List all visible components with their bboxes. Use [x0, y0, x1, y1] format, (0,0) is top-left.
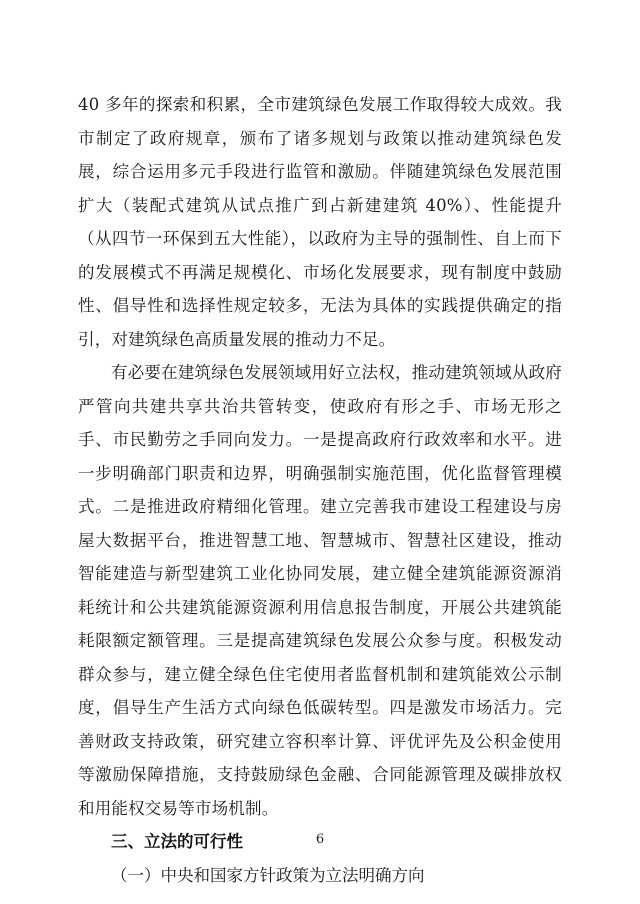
- page-number: 6: [315, 832, 325, 847]
- section-heading-3: 三、立法的可行性: [111, 832, 243, 851]
- page-content: [78, 88, 562, 892]
- body-paragraph-2: 有必要在建筑绿色发展领域用好立法权，推动建筑领域从政府严管向共建共享共治共管转变，使政府有形之手、市场无形之手、市民勤劳之手同向发力。一是提高政府行政效率和水平。进一步明确部门职责和边界，明确强制实施范围，优化监督管理模式。二是推进政府精细化管理。建立完善我市建设工程建设与房屋大数据平台，推进智慧工地、智慧城市、智慧社区建设，推动智能建造与新型建筑工业化协同发展，建立健全建筑能源资源消耗统计和公共建筑能源资源利用信息报告制度，开展公共建筑能耗限额定额管理。三是提高建筑绿色发展公众参与度。积极发动群众参与，建立健全绿色住宅使用者监督机制和建筑能效公示制度，倡导生产生活方式向绿色低碳转型。四是激发市场活力。完善财政支持政策，研究建立容积率计算、评优评先及公积金使用等激励保障措施，支持鼓励绿色金融、合同能源管理及碳排放权和用能权交易等市场机制。: [78, 363, 562, 818]
- subsection-heading-1: （一）中央和国家方针政策为立法明确方向: [111, 865, 425, 885]
- body-paragraph-1: 40 多年的探索和积累，全市建筑绿色发展工作取得较大成效。我市制定了政府规章，颁布了诸多规划与政策以推动建筑绿色发展，综合运用多元手段进行监管和激励。伴随建筑绿色发展范围扩大（装配式建筑从试点推广到占新建建筑 40%）、性能提升（从四节一环保到五大性能），以政府为主导的强制性、自上而下的发展模式不再满足规模化、市场化发展要求，现有制度中鼓励性、倡导性和选择性规定较多，无法为具体的实践提供确定的指引，对建筑绿色高质量发展的推动力不足。: [78, 95, 562, 349]
